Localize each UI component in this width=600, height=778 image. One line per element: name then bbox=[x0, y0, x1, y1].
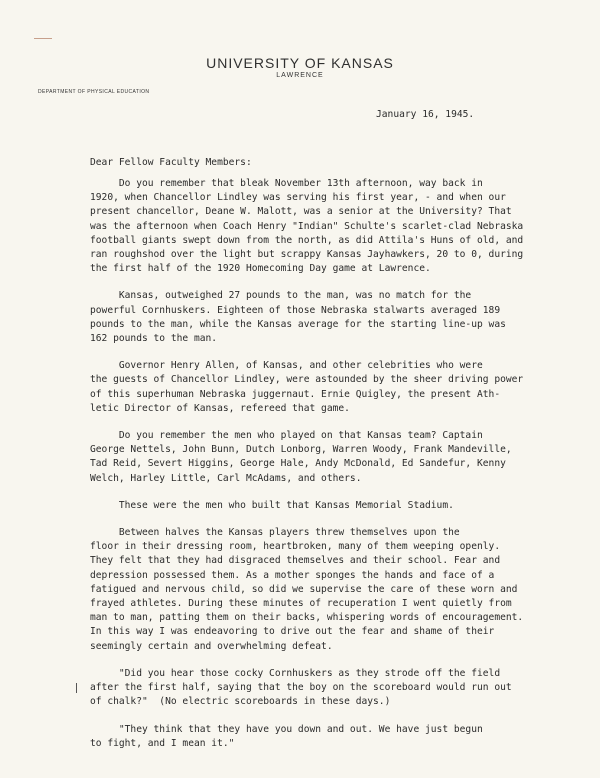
letterhead-university: UNIVERSITY OF KANSAS bbox=[206, 55, 394, 71]
letter-body bbox=[90, 177, 560, 764]
letterhead-city: LAWRENCE bbox=[276, 72, 324, 79]
paragraph: Kansas, outweighed 27 pounds to the man, was no match for the powerful Cornhuskers. Eighteen of those Nebraska stalwarts averaged 189 pounds to the man, while the Kansas average for the starting line-up was 162 pounds to the man. bbox=[90, 290, 506, 345]
paragraph: "Did you hear those cocky Cornhuskers as they strode off the field after the first half, saying that the boy on the scoreboard would run out of chalk?" (No electric scoreboards in these days.) bbox=[90, 667, 512, 708]
letter-date: January 16, 1945. bbox=[376, 109, 475, 120]
paragraph: Governor Henry Allen, of Kansas, and other celebrities who were the guests of Chancellor Lindley, were astounded by the sheer driving power of this superhuman Nebraska juggernaut. Ernie Quigley, the present Ath- letic Director of Kansas, refereed that game. bbox=[90, 360, 524, 414]
margin-mark bbox=[34, 38, 52, 39]
paragraph: Between halves the Kansas players threw themselves upon the floor in their dressing room, heartbroken, many of them weeping openly. They felt that they had disgraced themselves and their school. Fear and depression possessed them. As a mother sponges the hands and face of a fatigued and nervous child, so did we supervise the care of these worn and frayed athletes. During these minutes of recuperation I went quietly from man to man, patting them on their backs, whispering words of encouragement. In this way I was endeavoring to drive out the fear and shame of their seemingly certain and overwhelming defeat. bbox=[90, 527, 524, 652]
paragraph: Do you remember that bleak November 13th afternoon, way back in 1920, when Chancellor Lindley was serving his first year, - and when our present chancellor, Deane W. Malott, was a senior at the University? That was the afternoon when Coach Henry "Indian" Schulte's scarlet-clad Nebraska football giants swept down from the north, as did Attila's Huns of old, and ran roughshod over the light but scrappy Kansas Jayhawkers, 20 to 0, during the first half of the 1920 Homecoming Day game at Lawrence. bbox=[90, 178, 524, 275]
paragraph: Do you remember the men who played on that Kansas team? Captain George Nettels, John Bunn, Dutch Lonborg, Warren Woody, Frank Mandeville, Tad Reid, Severt Higgins, George Hale, Andy McDonald, Ed Sandefur, Kenny Welch, Harley Little, Carl McAdams, and others. bbox=[90, 430, 512, 484]
paragraph: These were the men who built that Kansas Memorial Stadium. bbox=[90, 499, 454, 511]
letterhead-department: DEPARTMENT OF PHYSICAL EDUCATION bbox=[38, 89, 150, 95]
margin-tick bbox=[76, 683, 77, 693]
paragraph: "They think that they have you down and out. We have just begun to fight, and I mean it." bbox=[90, 723, 483, 749]
letter-salutation: Dear Fellow Faculty Members: bbox=[90, 157, 252, 168]
